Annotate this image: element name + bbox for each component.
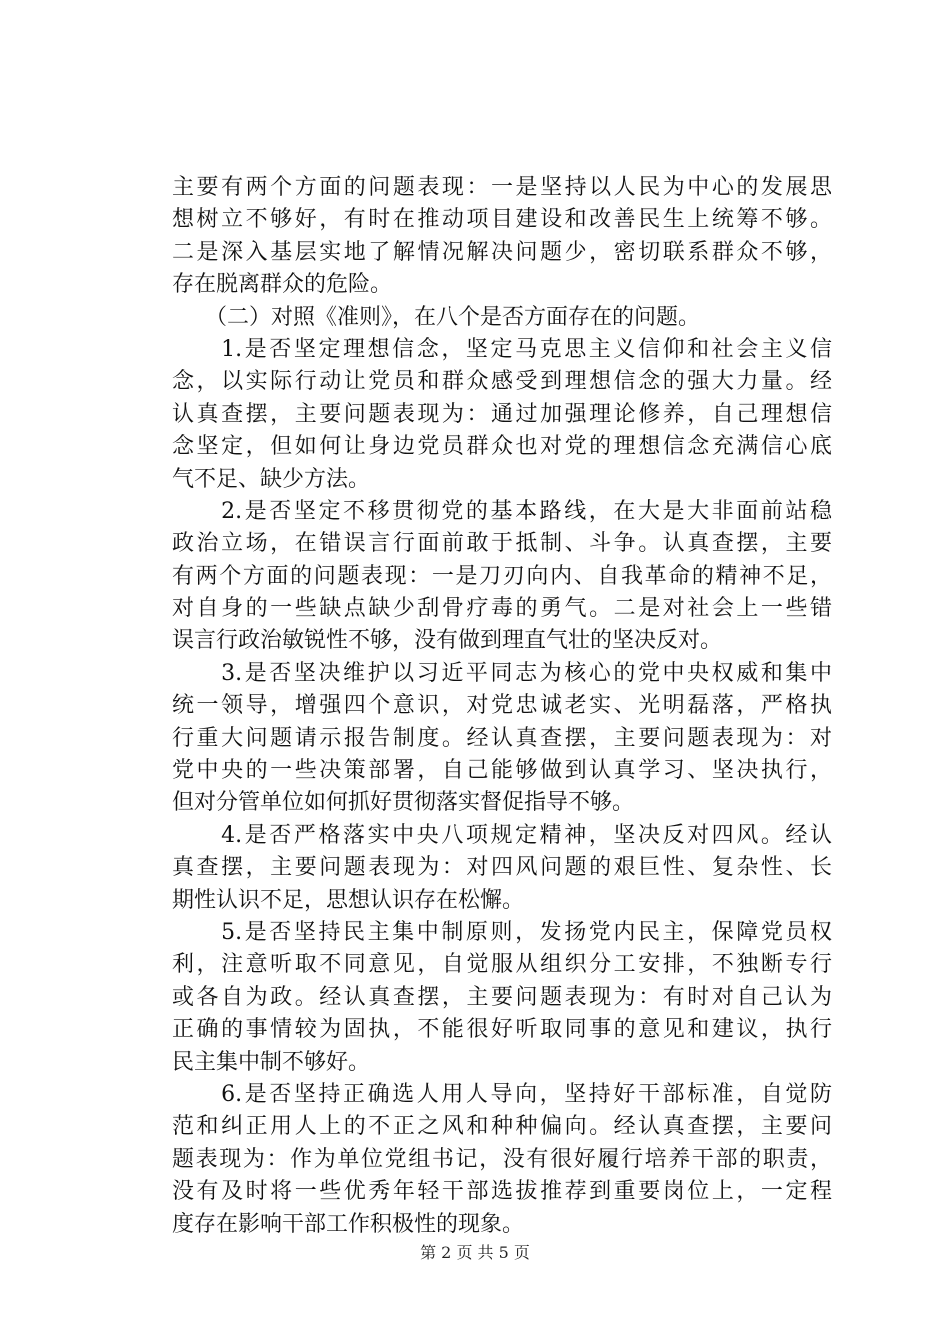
- text-line: 期性认识不足，思想认识存在松懈。: [172, 887, 525, 913]
- text-line: 度存在影响干部工作积极性的现象。: [172, 1211, 525, 1237]
- text-line: 行重大问题请示报告制度。经认真查摆，主要问题表现为：对: [172, 725, 832, 751]
- text-line: 题表现为：作为单位党组书记，没有很好履行培养干部的职责，: [172, 1146, 832, 1172]
- text-line: 2.是否坚定不移贯彻党的基本路线，在大是大非面前站稳: [172, 498, 832, 524]
- text-line: 有两个方面的问题表现：一是刀刃向内、自我革命的精神不足，: [172, 563, 832, 589]
- text-line: 误言行政治敏锐性不够，没有做到理直气壮的坚决反对。: [172, 628, 723, 654]
- text-line: 正确的事情较为固执，不能很好听取同事的意见和建议，执行: [172, 1017, 832, 1043]
- text-line: 想树立不够好，有时在推动项目建设和改善民生上统筹不够。: [172, 207, 832, 233]
- text-line: 3.是否坚决维护以习近平同志为核心的党中央权威和集中: [172, 660, 832, 686]
- text-line: 4.是否严格落实中央八项规定精神，坚决反对四风。经认: [172, 822, 832, 848]
- text-line: 主要有两个方面的问题表现：一是坚持以人民为中心的发展思: [172, 175, 832, 200]
- text-line: 但对分管单位如何抓好贯彻落实督促指导不够。: [172, 790, 635, 816]
- text-line: 对自身的一些缺点缺少刮骨疗毒的勇气。二是对社会上一些错: [172, 596, 832, 622]
- text-line: 民主集中制不够好。: [172, 1049, 371, 1075]
- text-line: 5.是否坚持民主集中制原则，发扬党内民主，保障党员权: [172, 919, 832, 945]
- text-line: 1.是否坚定理想信念，坚定马克思主义信仰和社会主义信: [172, 336, 832, 362]
- text-line: 统一领导，增强四个意识，对党忠诚老实、光明磊落，严格执: [172, 693, 832, 719]
- text-line: 念，以实际行动让党员和群众感受到理想信念的强大力量。经: [172, 369, 832, 395]
- page-number-footer: 第 2 页 共 5 页: [420, 1243, 530, 1262]
- text-line: （二）对照《准则》，在八个是否方面存在的问题。: [172, 304, 701, 330]
- text-line: 范和纠正用人上的不正之风和种种偏向。经认真查摆，主要问: [172, 1114, 832, 1140]
- text-line: 念坚定，但如何让身边党员群众也对党的理想信念充满信心底: [172, 434, 832, 460]
- text-line: 存在脱离群众的危险。: [172, 272, 393, 298]
- text-line: 党中央的一些决策部署，自己能够做到认真学习、坚决执行，: [172, 758, 832, 784]
- text-line: 利，注意听取不同意见，自觉服从组织分工安排，不独断专行: [172, 952, 832, 978]
- text-line: 政治立场，在错误言行面前敢于抵制、斗争。认真查摆，主要: [172, 531, 832, 557]
- document-body: [172, 172, 832, 1241]
- text-line: 或各自为政。经认真查摆，主要问题表现为：有时对自己认为: [172, 984, 832, 1010]
- text-line: 没有及时将一些优秀年轻干部选拔推荐到重要岗位上，一定程: [172, 1179, 832, 1205]
- text-line: 真查摆，主要问题表现为：对四风问题的艰巨性、复杂性、长: [172, 855, 832, 881]
- text-line: 6.是否坚持正确选人用人导向，坚持好干部标准，自觉防: [172, 1081, 832, 1107]
- text-line: 认真查摆，主要问题表现为：通过加强理论修养，自己理想信: [172, 401, 832, 427]
- text-line: 气不足、缺少方法。: [172, 466, 371, 492]
- text-line: 二是深入基层实地了解情况解决问题少，密切联系群众不够，: [172, 239, 832, 265]
